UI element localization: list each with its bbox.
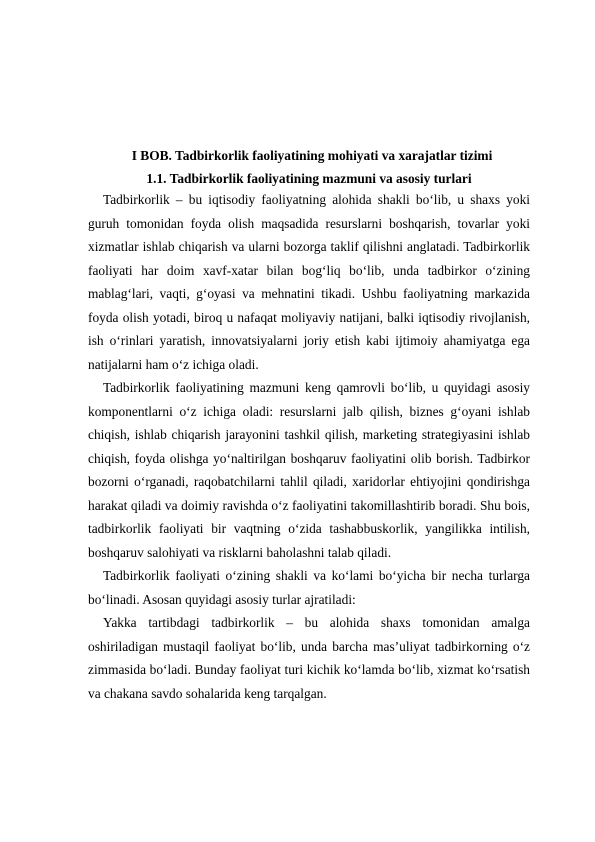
chapter-title: I BOB. Tadbirkorlik faoliyatining mohiyati va xarajatlar tizimi bbox=[131, 148, 493, 163]
section-title: 1.1. Tadbirkorlik faoliyatining mazmuni va asosiy turlari bbox=[146, 171, 472, 186]
paragraph-1: Tadbirkorlik – bu iqtisodiy faoliyatning alohida shakli bo‘lib, u shaxs yoki guruh tomonidan foyda olish maqsadida resurslarni boshqarish, tovarlar yoki xizmatlar ishlab chiqarish va ularni bozorga taklif qilishni anglatadi. Tadbirkorlik faoliyati har doim xavf-xatar bilan bog‘liq bo‘lib, unda tadbirkor o‘zining mablag‘lari, vaqti, g‘oyasi va mehnatini tikadi. Ushbu faoliyatning markazida foyda olish yotadi, biroq u nafaqat moliyaviy natijani, balki iqtisodiy rivojlanish, ish o‘rinlari yaratish, innovatsiyalarni joriy etish kabi ijtimoiy ahamiyatga ega natijalarni ham o‘z ichiga oladi. bbox=[88, 192, 530, 372]
paragraph-2: Tadbirkorlik faoliyatining mazmuni keng qamrovli bo‘lib, u quyidagi asosiy komponentlarni o‘z ichiga oladi: resurslarni jalb qilish, biznes g‘oyani ishlab chiqish, ishlab chiqarish jarayonini tashkil qilish, marketing strategiyasini ishlab chiqish, foyda olishga yo‘naltirilgan boshqaruv faoliyatini olib borish. Tadbirkor bozorni o‘rganadi, raqobatchilarni tahlil qiladi, xaridorlar ehtiyojini qondirishga harakat qiladi va doimiy ravishda o‘z faoliyatini takomillashtirib boradi. Shu bois, tadbirkorlik faoliyati bir vaqtning o‘zida tashabbuskorlik, yangilikka intilish, boshqaruv salohiyati va risklarni baholashni talab qiladi. bbox=[88, 380, 530, 560]
paragraph-3: Tadbirkorlik faoliyati o‘zining shakli va ko‘lami bo‘yicha bir necha turlarga bo‘linadi. Asosan quyidagi asosiy turlar ajratiladi: bbox=[88, 568, 530, 607]
paragraph-4: Yakka tartibdagi tadbirkorlik – bu alohida shaxs tomonidan amalga oshiriladigan mustaqil faoliyat bo‘lib, unda barcha mas’uliyat tadbirkorning o‘z zimmasida bo‘ladi. Bunday faoliyat turi kichik ko‘lamda bo‘lib, xizmat ko‘rsatish va chakana savdo sohalarida keng tarqalgan. bbox=[88, 615, 530, 701]
document-body bbox=[88, 146, 530, 705]
